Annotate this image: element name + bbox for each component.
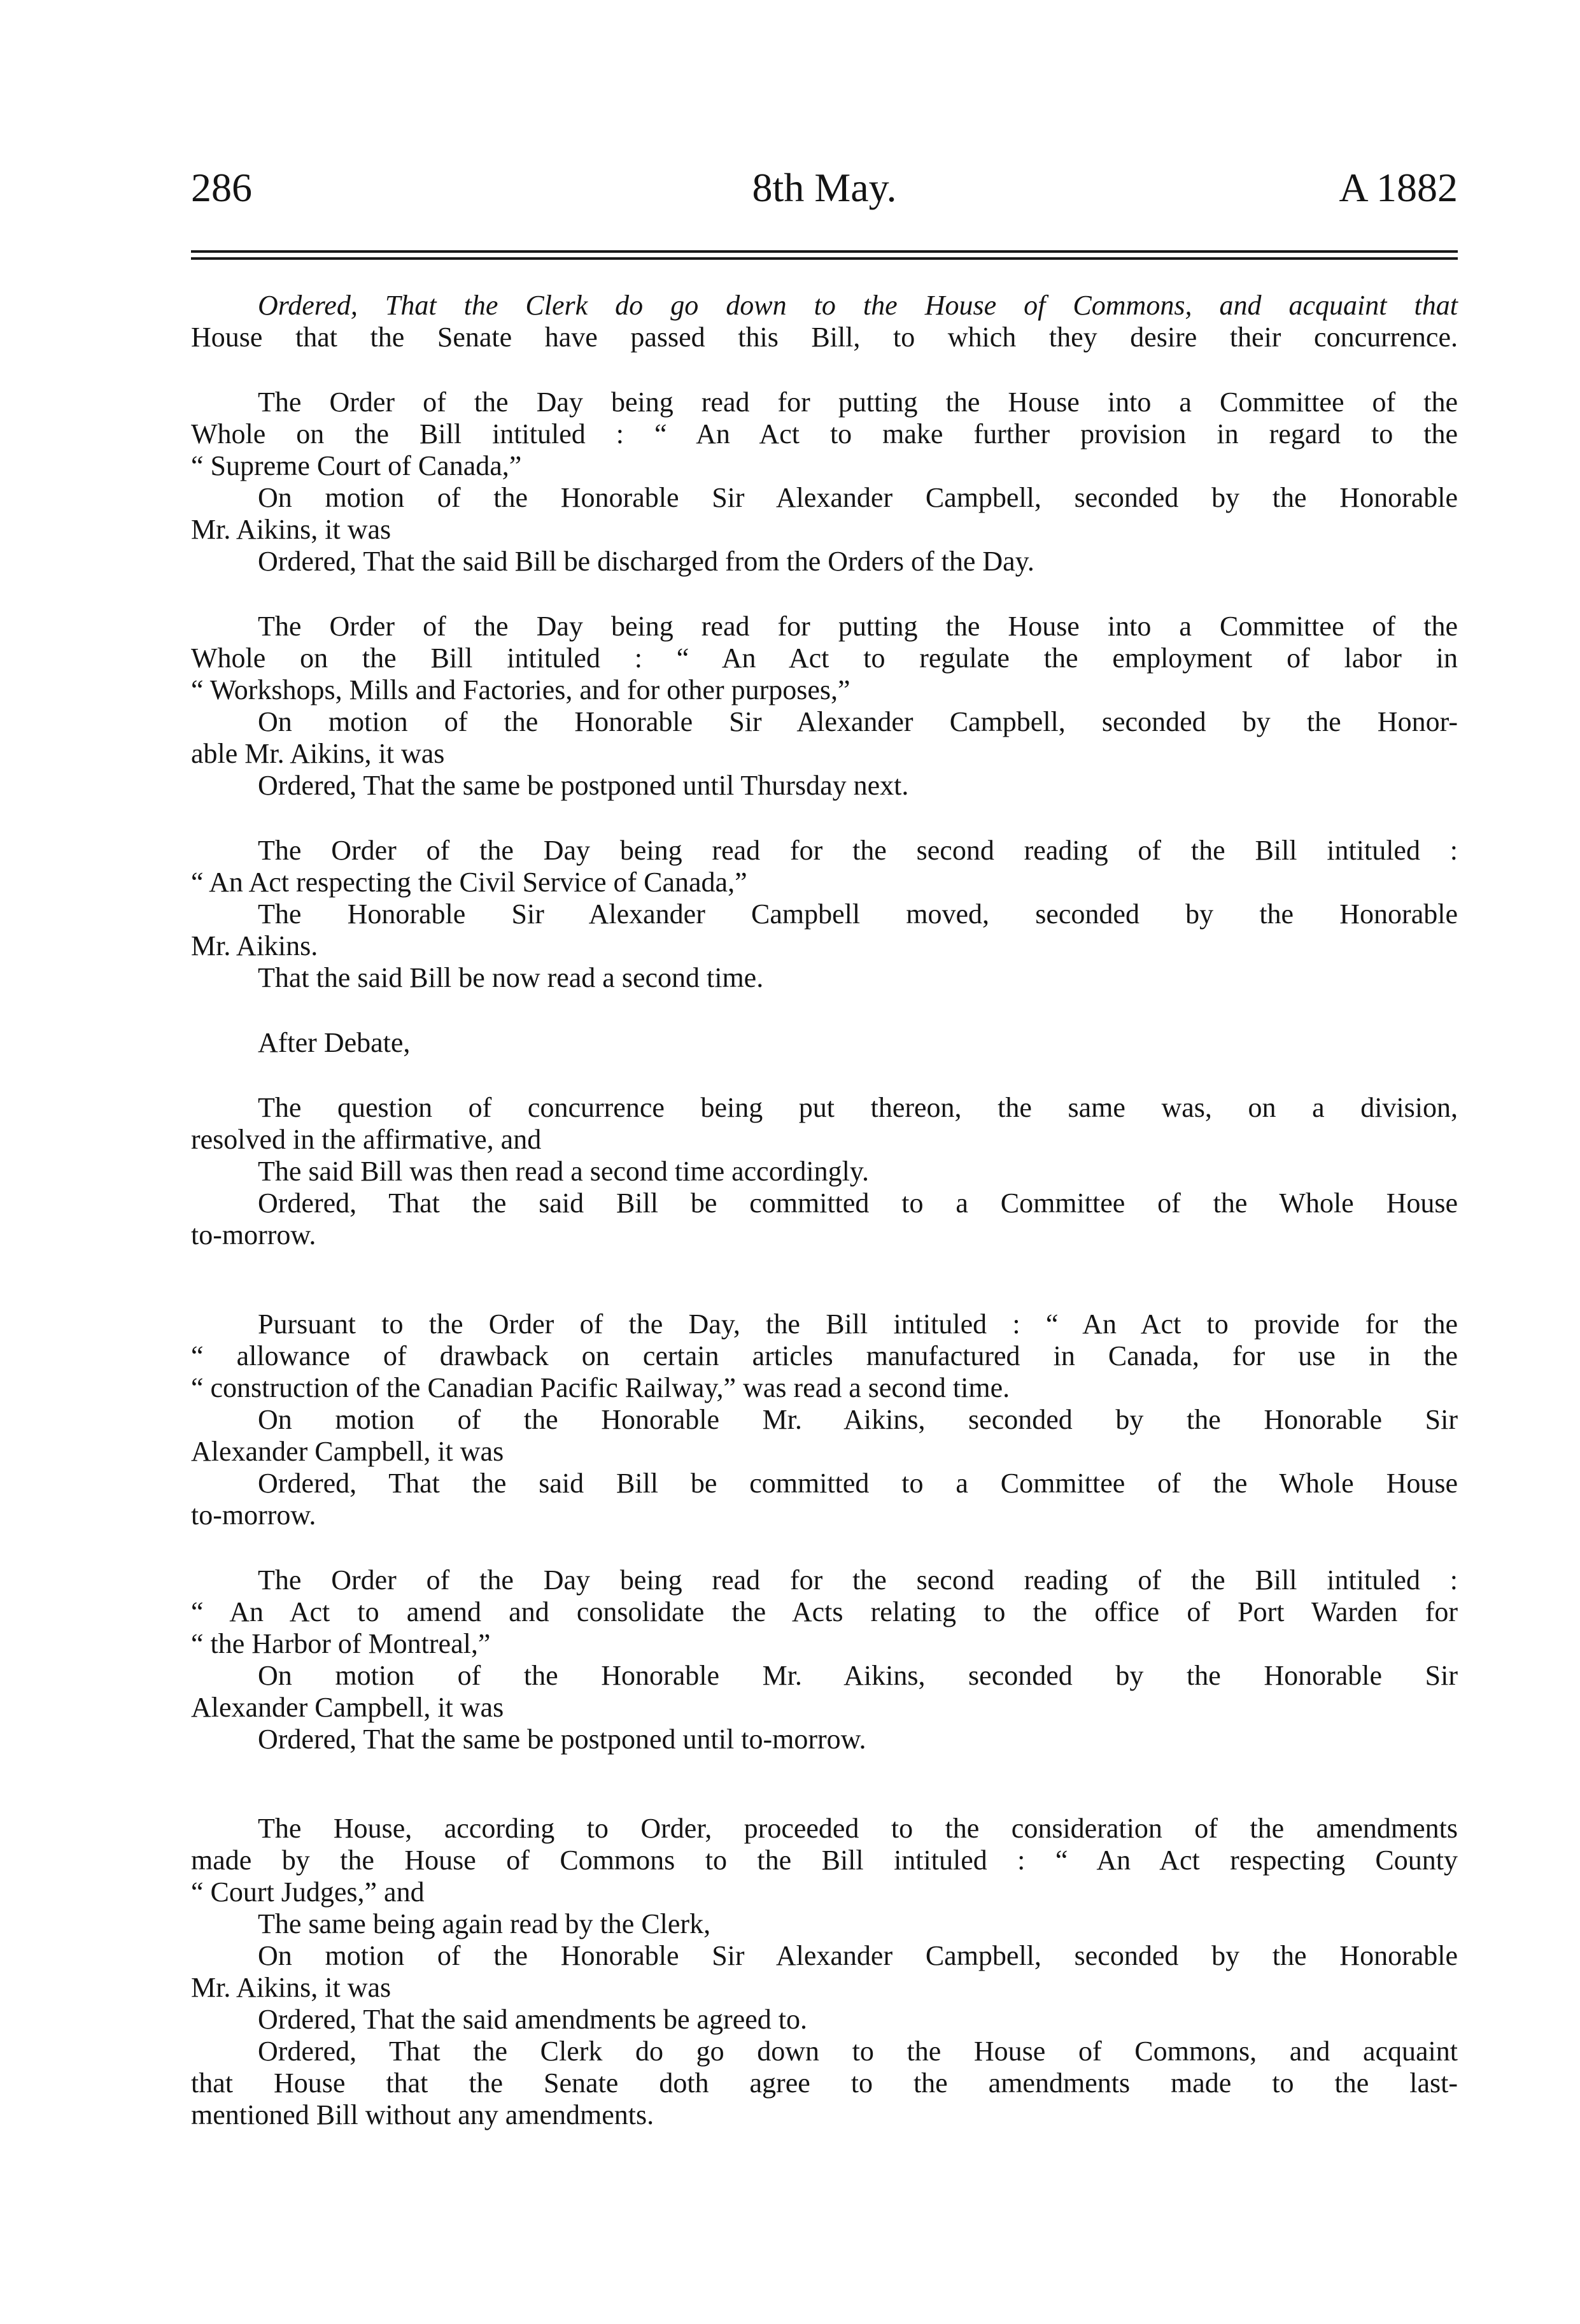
- text-line: The question of concurrence being put thereon, the same was, on a division,: [258, 1092, 1458, 1123]
- text-line: “ Workshops, Mills and Factories, and for other purposes,”: [191, 674, 850, 705]
- text-line: On motion of the Honorable Sir Alexander Campbell, seconded by the Honor-: [258, 706, 1458, 737]
- text-line: Ordered, That the Clerk do go down to the House of Commons, and acquaint: [258, 2036, 1458, 2067]
- entry-supreme-court-bill: [191, 386, 1458, 577]
- text-line: that House that the Senate doth agree to the amendments made to the last-: [191, 2067, 1458, 2099]
- text-line: Mr. Aikins, it was: [191, 1972, 391, 2003]
- text-line: The same being again read by the Clerk,: [258, 1908, 711, 1939]
- text-line: Whole on the Bill intituled : “ An Act to make further provision in regard to the: [191, 418, 1458, 450]
- entry-civil-service-bill: [191, 835, 1458, 994]
- entry-division-result: [191, 1092, 1458, 1251]
- text-line: [191, 290, 1458, 322]
- text-line: Alexander Campbell, it was: [191, 1692, 504, 1723]
- text-line: On motion of the Honorable Sir Alexander Campbell, seconded by the Honorable: [258, 482, 1458, 513]
- text-line: The Order of the Day being read for the second reading of the Bill intituled :: [258, 1564, 1458, 1596]
- page-header: [191, 159, 1458, 216]
- entry-county-court-judges-bill: [191, 1813, 1458, 2131]
- text-line: On motion of the Honorable Mr. Aikins, seconded by the Honorable Sir: [258, 1660, 1458, 1691]
- text-line: Ordered, That the same be postponed until Thursday next.: [258, 770, 909, 801]
- page-date: 8th May.: [752, 165, 897, 210]
- text-line-content: Ordered, That the Clerk do go down to the House of Commons, and acquaint that: [258, 290, 1458, 321]
- page-number: 286: [191, 165, 252, 210]
- text-line: The Order of the Day being read for the second reading of the Bill intituled :: [258, 835, 1458, 866]
- journal-body: [191, 290, 1458, 2164]
- text-line: “ Court Judges,” and: [191, 1876, 425, 1908]
- text-line: After Debate,: [258, 1027, 411, 1058]
- text-line: “ construction of the Canadian Pacific Railway,” was read a second time.: [191, 1372, 1010, 1403]
- text-line: Ordered, That the said Bill be committed to a Committee of the Whole House: [258, 1468, 1458, 1499]
- text-line: to-morrow.: [191, 1219, 316, 1251]
- text-line: Ordered, That the said amendments be agreed to.: [258, 2004, 807, 2035]
- text-line: resolved in the affirmative, and: [191, 1124, 542, 1155]
- text-line: The Order of the Day being read for putting the House into a Committee of the: [258, 386, 1458, 418]
- text-line: That the said Bill be now read a second time.: [258, 962, 764, 993]
- entry-commons-message: [191, 290, 1458, 353]
- text-line: Ordered, That the said Bill be discharged from the Orders of the Day.: [258, 546, 1034, 577]
- text-line: “ allowance of drawback on certain articles manufactured in Canada, for use in the: [191, 1340, 1458, 1371]
- text-line: mentioned Bill without any amendments.: [191, 2099, 654, 2130]
- text-line: “ Supreme Court of Canada,”: [191, 450, 522, 481]
- text-line: “ the Harbor of Montreal,”: [191, 1628, 491, 1659]
- text-line: to-morrow.: [191, 1499, 316, 1531]
- text-line: Ordered, That the said Bill be committed to a Committee of the Whole House: [258, 1187, 1458, 1219]
- text-line: Alexander Campbell, it was: [191, 1436, 504, 1467]
- text-line: The House, according to Order, proceeded to the consideration of the amendments: [258, 1813, 1458, 1844]
- entry-after-debate: [191, 1027, 1458, 1059]
- text-line: made by the House of Commons to the Bill intituled : “ An Act respecting County: [191, 1845, 1458, 1876]
- entry-drawback-bill: [191, 1308, 1458, 1531]
- text-line: able Mr. Aikins, it was: [191, 738, 445, 769]
- text-line: House that the Senate have passed this Bill, to which they desire their concurrence.: [191, 322, 1458, 353]
- text-line: On motion of the Honorable Mr. Aikins, seconded by the Honorable Sir: [258, 1404, 1458, 1435]
- text-line: On motion of the Honorable Sir Alexander Campbell, seconded by the Honorable: [258, 1940, 1458, 1971]
- text-line: Mr. Aikins.: [191, 930, 318, 961]
- entry-labor-bill: [191, 611, 1458, 802]
- text-line: The Order of the Day being read for putting the House into a Committee of the: [258, 611, 1458, 642]
- header-rule-top: [191, 250, 1458, 253]
- text-line: The said Bill was then read a second time accordingly.: [258, 1156, 869, 1187]
- text-line: Mr. Aikins, it was: [191, 514, 391, 545]
- text-line: “ An Act respecting the Civil Service of Canada,”: [191, 867, 747, 898]
- text-line: Pursuant to the Order of the Day, the Bill intituled : “ An Act to provide for the: [258, 1308, 1458, 1340]
- text-line: The Honorable Sir Alexander Campbell moved, seconded by the Honorable: [258, 898, 1458, 930]
- year-label: A 1882: [1339, 165, 1458, 210]
- header-rule-bottom: [191, 257, 1458, 260]
- entry-port-warden-bill: [191, 1564, 1458, 1755]
- text-line: “ An Act to amend and consolidate the Acts relating to the office of Port Warden for: [191, 1596, 1458, 1627]
- text-line: Whole on the Bill intituled : “ An Act to regulate the employment of labor in: [191, 642, 1458, 674]
- text-line: Ordered, That the same be postponed until to-morrow.: [258, 1724, 866, 1755]
